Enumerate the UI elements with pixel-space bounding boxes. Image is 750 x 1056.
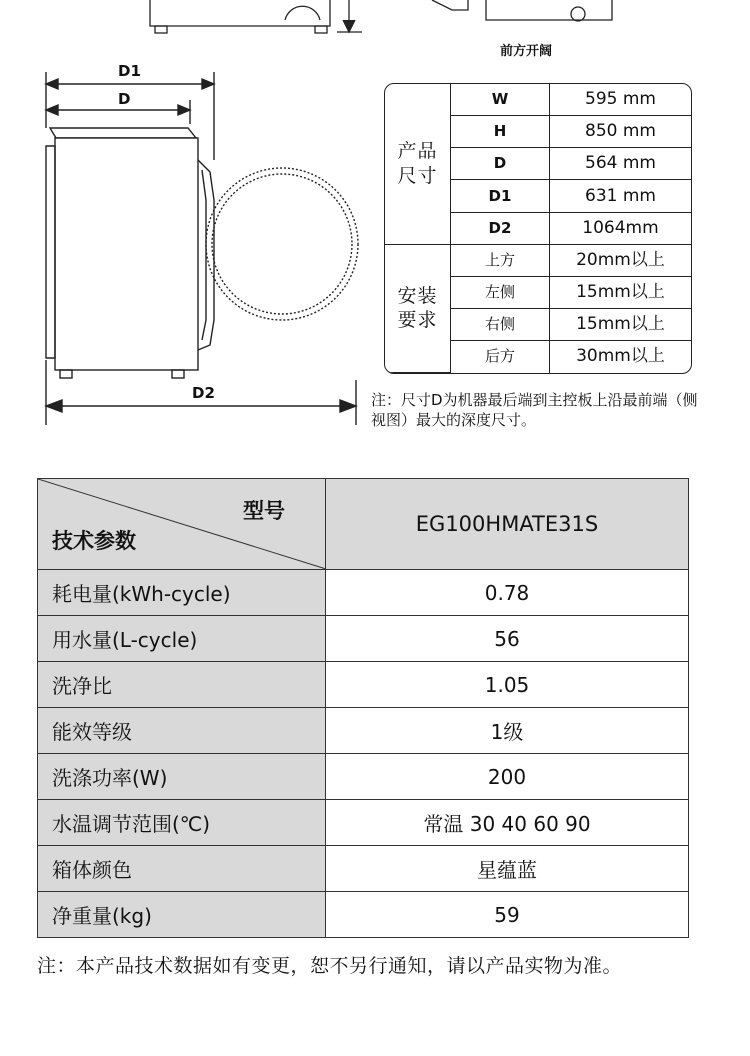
size-key: W <box>451 84 550 116</box>
clearance-key: 上方 <box>451 244 550 276</box>
size-row <box>385 84 691 116</box>
d1-label: D1 <box>118 62 141 80</box>
spec-value: 1级 <box>326 708 689 754</box>
size-key: D2 <box>451 212 550 244</box>
door-swing-arc <box>206 168 358 320</box>
install-requirement-label: 安装 要求 <box>385 244 451 372</box>
spec-value: 1.05 <box>326 662 689 708</box>
footer-note: 注：本产品技术数据如有变更，恕不另行通知，请以产品实物为准。 <box>37 955 623 977</box>
header-corner-cell <box>38 479 326 570</box>
header-params-label: 技术参数 <box>52 529 136 553</box>
clearance-row <box>385 244 691 276</box>
size-value: 595 mm <box>550 84 692 116</box>
size-key: D1 <box>451 180 550 212</box>
spec-label: 洗涤功率(W) <box>38 754 326 800</box>
spec-value: 59 <box>326 892 689 938</box>
size-value: 564 mm <box>550 148 692 180</box>
clearance-value: 15mm以上 <box>550 309 692 341</box>
spec-row <box>38 846 689 892</box>
spec-value: 56 <box>326 616 689 662</box>
dimension-table <box>384 83 692 374</box>
product-size-label: 产品 尺寸 <box>385 84 451 244</box>
spec-row <box>38 616 689 662</box>
d-label: D <box>118 90 131 108</box>
clearance-value: 20mm以上 <box>550 244 692 276</box>
size-key: D <box>451 148 550 180</box>
front-open-caption: 前方开阔 <box>500 44 553 59</box>
size-value: 850 mm <box>550 116 692 148</box>
spec-row <box>38 800 689 846</box>
diagram-note: 注：尺寸D为机器最后端到主控板上沿最前端（侧视图）最大的深度尺寸。 <box>371 391 698 429</box>
dimension-diagram <box>0 0 750 450</box>
spec-value: 200 <box>326 754 689 800</box>
spec-table <box>37 478 689 938</box>
clearance-key: 左侧 <box>451 276 550 308</box>
spec-label: 能效等级 <box>38 708 326 754</box>
size-value: 631 mm <box>550 180 692 212</box>
spec-row <box>38 892 689 938</box>
spec-label: 耗电量(kWh-cycle) <box>38 570 326 616</box>
clearance-key: 右侧 <box>451 309 550 341</box>
spec-row <box>38 662 689 708</box>
spec-value: 星蕴蓝 <box>326 846 689 892</box>
spec-label: 净重量(kg) <box>38 892 326 938</box>
washer-side-view <box>46 128 214 378</box>
front-view-bottom <box>150 0 362 33</box>
spec-row <box>38 708 689 754</box>
d2-label: D2 <box>192 384 215 402</box>
clearance-value: 30mm以上 <box>550 341 692 373</box>
size-key: H <box>451 116 550 148</box>
spec-value: 0.78 <box>326 570 689 616</box>
spec-table-header <box>38 479 689 570</box>
clearance-key: 后方 <box>451 341 550 373</box>
spec-row <box>38 570 689 616</box>
spec-label: 箱体颜色 <box>38 846 326 892</box>
clearance-value: 15mm以上 <box>550 276 692 308</box>
model-number: EG100HMATE31S <box>326 479 689 570</box>
header-model-label: 型号 <box>243 499 285 523</box>
spec-label: 水温调节范围(℃) <box>38 800 326 846</box>
spec-row <box>38 754 689 800</box>
spec-value: 常温 30 40 60 90 <box>326 800 689 846</box>
spec-label: 洗净比 <box>38 662 326 708</box>
spec-label: 用水量(L-cycle) <box>38 616 326 662</box>
front-open-view-bottom <box>432 0 612 21</box>
size-value: 1064mm <box>550 212 692 244</box>
